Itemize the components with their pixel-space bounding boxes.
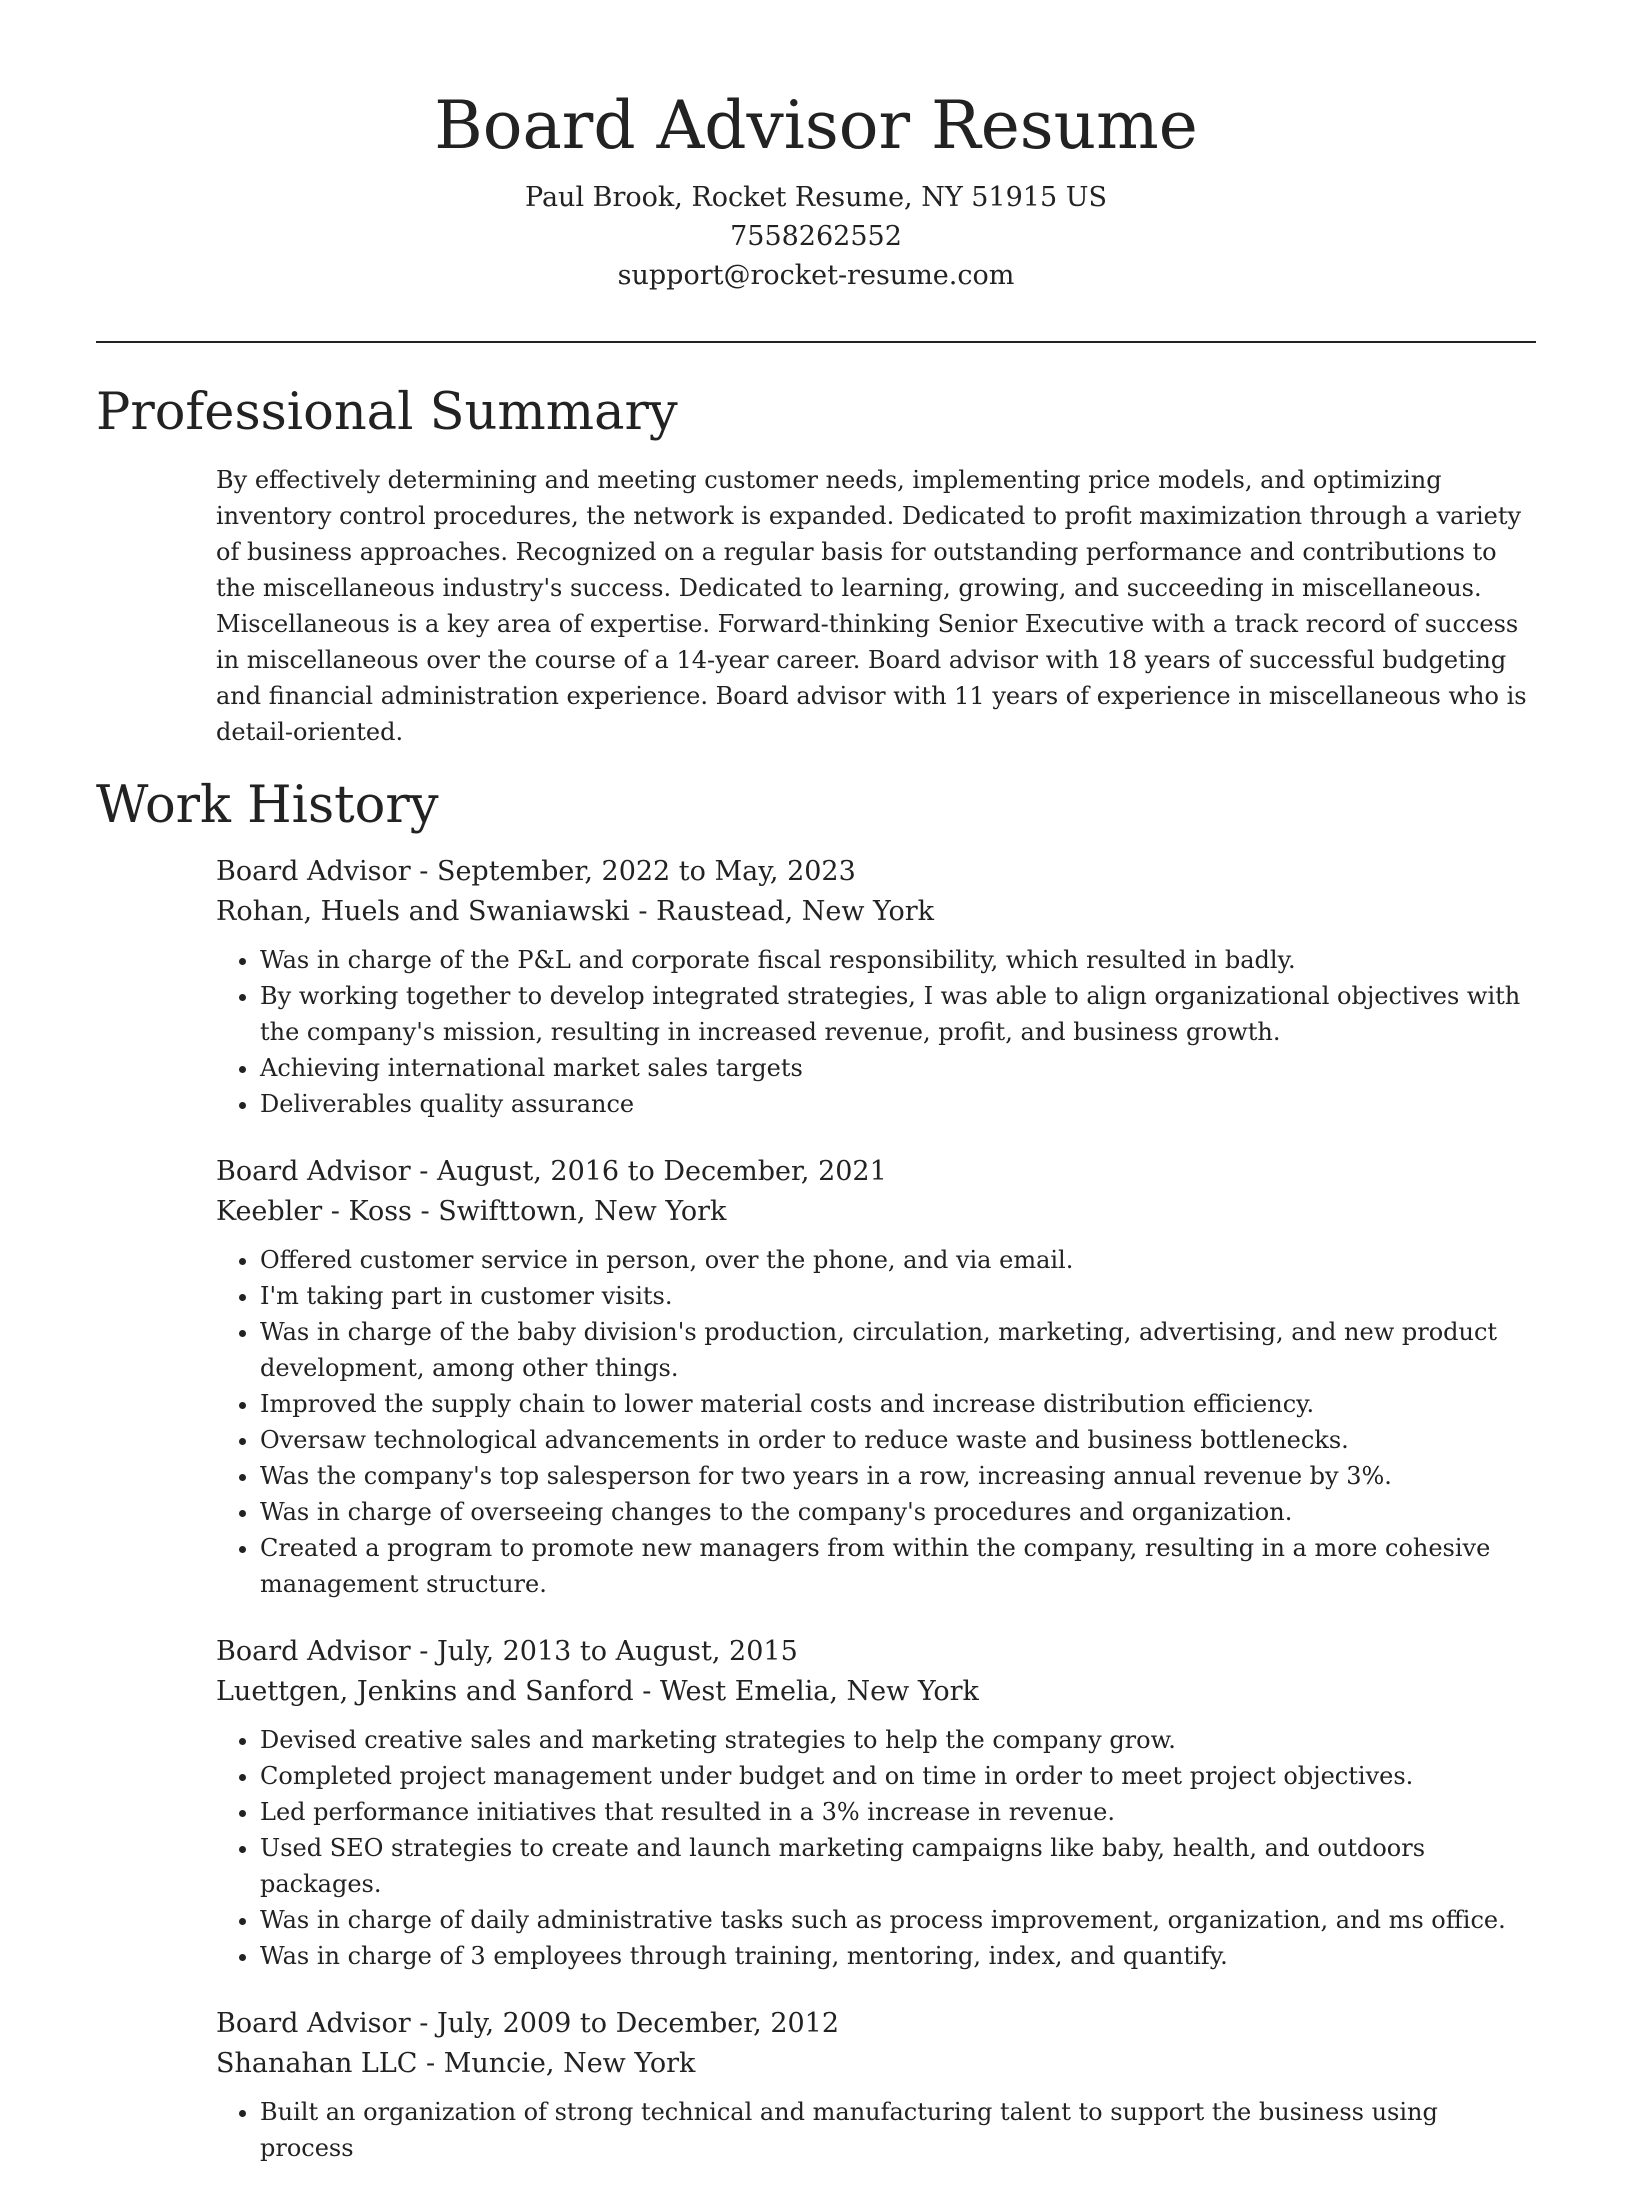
job-title-line: Board Advisor - July, 2013 to August, 2015: [216, 1636, 798, 1667]
job-bullet: • Devised creative sales and marketing strategies to help the company grow.: [260, 1722, 1536, 1758]
job-bullet: • By working together to develop integrated strategies, I was able to align organizational objectives with the company's mission, resulting in increased revenue, profit, and business growth.: [260, 978, 1536, 1050]
job-company-line: Shanahan LLC - Muncie, New York: [216, 2048, 696, 2079]
resume-header: [0, 0, 1632, 295]
job-location: West Emelia, New York: [659, 1676, 979, 1707]
job-title-line: Board Advisor - August, 2016 to December, 2021: [216, 1156, 887, 1187]
job-role: Board Advisor: [216, 2008, 411, 2039]
job-company-line: Rohan, Huels and Swaniawski - Raustead, New York: [216, 896, 935, 927]
job-title-line: Board Advisor - September, 2022 to May, 2023: [216, 856, 856, 887]
job-dates: September, 2022 to May, 2023: [436, 856, 856, 887]
job-bullets: [216, 2094, 1536, 2166]
job-bullet: • Completed project management under budget and on time in order to meet project objectives.: [260, 1758, 1536, 1794]
job-bullet: • Was the company's top salesperson for two years in a row, increasing annual revenue by 3%.: [260, 1458, 1536, 1494]
job-bullets: [216, 1242, 1536, 1602]
job-company-line: Keebler - Koss - Swifttown, New York: [216, 1196, 727, 1227]
job-company: Rohan, Huels and Swaniawski: [216, 896, 630, 927]
job-bullet: • Created a program to promote new managers from within the company, resulting in a more cohesive management structure.: [260, 1530, 1536, 1602]
job-bullet: • Built an organization of strong technical and manufacturing talent to support the business using process: [260, 2094, 1536, 2166]
job-bullet: • Improved the supply chain to lower material costs and increase distribution efficiency.: [260, 1386, 1536, 1422]
job-bullet: • Oversaw technological advancements in order to reduce waste and business bottlenecks.: [260, 1422, 1536, 1458]
job-bullet: • Was in charge of the P&L and corporate fiscal responsibility, which resulted in badly.: [260, 942, 1536, 978]
contact-address: Paul Brook, Rocket Resume, NY 51915 US: [525, 182, 1107, 213]
job-role: Board Advisor: [216, 1636, 411, 1667]
contact-block: [0, 178, 1632, 295]
job-entry: [216, 2004, 1536, 2166]
job-bullets: [216, 942, 1536, 1122]
header-divider: [96, 341, 1536, 343]
job-company: Keebler - Koss: [216, 1196, 412, 1227]
job-bullet: • Was in charge of 3 employees through training, mentoring, index, and quantify.: [260, 1938, 1536, 1974]
resume-title: Board Advisor Resume: [434, 87, 1198, 164]
job-bullet: • Deliverables quality assurance: [260, 1086, 1536, 1122]
contact-phone: 7558262552: [730, 221, 902, 252]
job-bullet: • Was in charge of the baby division's production, circulation, marketing, advertising, and new product development, among other things.: [260, 1314, 1536, 1386]
job-role: Board Advisor: [216, 856, 411, 887]
job-entry: [216, 1632, 1536, 1974]
job-bullet: • Used SEO strategies to create and launch marketing campaigns like baby, health, and outdoors packages.: [260, 1830, 1536, 1902]
job-entry: [216, 852, 1536, 1122]
job-entry: [216, 1152, 1536, 1602]
job-dates: August, 2016 to December, 2021: [436, 1156, 887, 1187]
job-bullets: [216, 1722, 1536, 1974]
job-bullet: • Was in charge of overseeing changes to the company's procedures and organization.: [260, 1494, 1536, 1530]
job-location: Swifttown, New York: [438, 1196, 727, 1227]
job-title-line: Board Advisor - July, 2009 to December, 2012: [216, 2008, 840, 2039]
job-company: Luettgen, Jenkins and Sanford: [216, 1676, 634, 1707]
summary-heading: Professional Summary: [96, 383, 678, 442]
job-bullet: • Was in charge of daily administrative tasks such as process improvement, organization, and ms office.: [260, 1902, 1536, 1938]
job-role: Board Advisor: [216, 1156, 411, 1187]
job-dates: July, 2013 to August, 2015: [436, 1636, 798, 1667]
work-history-list: [216, 852, 1536, 2196]
summary-text: By effectively determining and meeting customer needs, implementing price models, and optimizing inventory control procedures, the network is expanded. Dedicated to profit maximization through a variety of business approaches. Recognized on a regular basis for outstanding performance and contributions to the miscellaneous industry's success. Dedicated to learning, growing, and succeeding in miscellaneous. Miscellaneous is a key area of expertise. Forward-thinking Senior Executive with a track record of success in miscellaneous over the course of a 14-year career. Board advisor with 18 years of successful budgeting and financial administration experience. Board advisor with 11 years of experience in miscellaneous who is detail-oriented.: [216, 466, 1527, 746]
job-bullet: • Led performance initiatives that resulted in a 3% increase in revenue.: [260, 1794, 1536, 1830]
contact-email: support@rocket-resume.com: [617, 260, 1015, 291]
job-location: Muncie, New York: [443, 2048, 696, 2079]
job-company: Shanahan LLC: [216, 2048, 418, 2079]
job-bullet: • I'm taking part in customer visits.: [260, 1278, 1536, 1314]
job-dates: July, 2009 to December, 2012: [436, 2008, 840, 2039]
job-bullet: • Offered customer service in person, over the phone, and via email.: [260, 1242, 1536, 1278]
job-location: Raustead, New York: [656, 896, 935, 927]
job-bullet: • Achieving international market sales targets: [260, 1050, 1536, 1086]
work-history-heading: Work History: [96, 776, 439, 835]
job-company-line: Luettgen, Jenkins and Sanford - West Emelia, New York: [216, 1676, 979, 1707]
